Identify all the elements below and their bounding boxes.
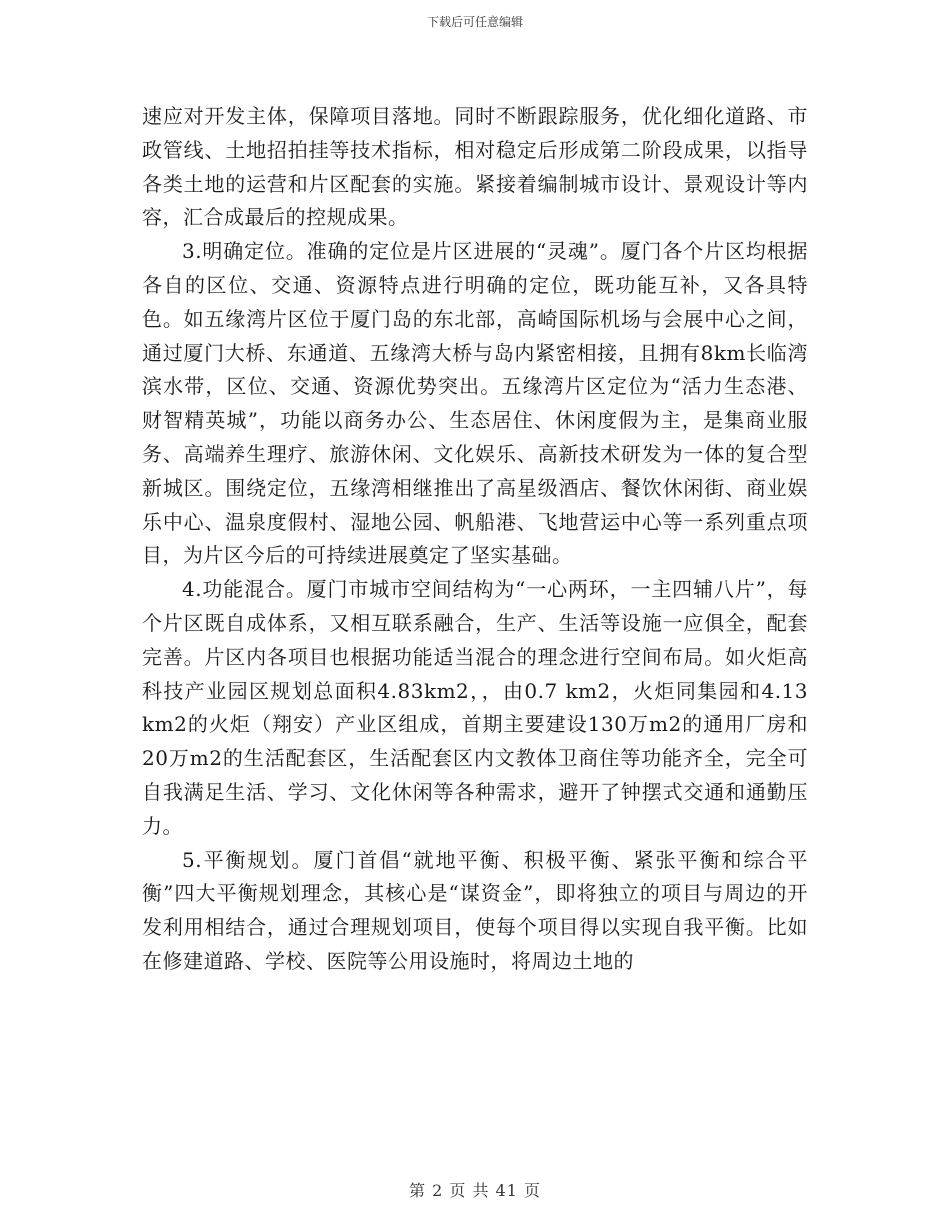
paragraph-clear-positioning: 3.明确定位。准确的定位是片区进展的“灵魂”。厦门各个片区均根据各自的区位、交通、资源特点进行明确的定位，既功能互补，又各具特色。如五缘湾片区位于厦门岛的东北部，高崎国际机场与会展中心之间，通过厦门大桥、东通道、五缘湾大桥与岛内紧密相接，且拥有8km长临湾滨水带，区位、交通、资源优势突出。五缘湾片区定位为“活力生态港、财智精英城”，功能以商务办公、生态居住、休闲度假为主，是集商业服务、高端养生理疗、旅游休闲、文化娱乐、高新技术研发为一体的复合型新城区。围绕定位，五缘湾相继推出了高星级酒店、餐饮休闲街、商业娱乐中心、温泉度假村、湿地公园、帆船港、飞地营运中心等一系列重点项目，为片区今后的可持续进展奠定了坚实基础。 bbox=[142, 239, 808, 568]
paragraph-balanced-planning: 5.平衡规划。厦门首倡“就地平衡、积极平衡、紧张平衡和综合平衡”四大平衡规划理念，其核心是“谋资金”，即将独立的项目与周边的开发利用相结合，通过合理规划项目，使每个项目得以实现自我平衡。比如在修建道路、学校、医院等公用设施时，将周边土地的 bbox=[142, 847, 808, 973]
paragraph-mixed-function: 4.功能混合。厦门市城市空间结构为“一心两环，一主四辅八片”，每个片区既自成体系，又相互联系融合，生产、生活等设施一应俱全，配套完善。片区内各项目也根据功能适当混合的理念进行空间布局。如火炬高科技产业园区规划总面积4.83km2，，由0.7 km2，火炬同集园和4.13 km2的火炬（翔安）产业区组成，首期主要建设130万m2的通用厂房和20万m2的生活配套区，生活配套区内文教体卫商住等功能齐全，完全可自我满足生活、学习、文化休闲等各种需求，避开了钟摆式交通和通勤压力。 bbox=[142, 577, 808, 838]
document-body bbox=[142, 100, 808, 979]
paragraph-continuation: 速应对开发主体，保障项目落地。同时不断跟踪服务，优化细化道路、市政管线、土地招拍挂等技术指标，相对稳定后形成第二阶段成果，以指导各类土地的运营和片区配套的实施。紧接着编制城市设计、景观设计等内容，汇合成最后的控规成果。 bbox=[142, 104, 808, 230]
page-number: 第 2 页 共 41 页 bbox=[409, 1181, 541, 1200]
page-header: 下载后可任意编辑 bbox=[426, 15, 523, 29]
